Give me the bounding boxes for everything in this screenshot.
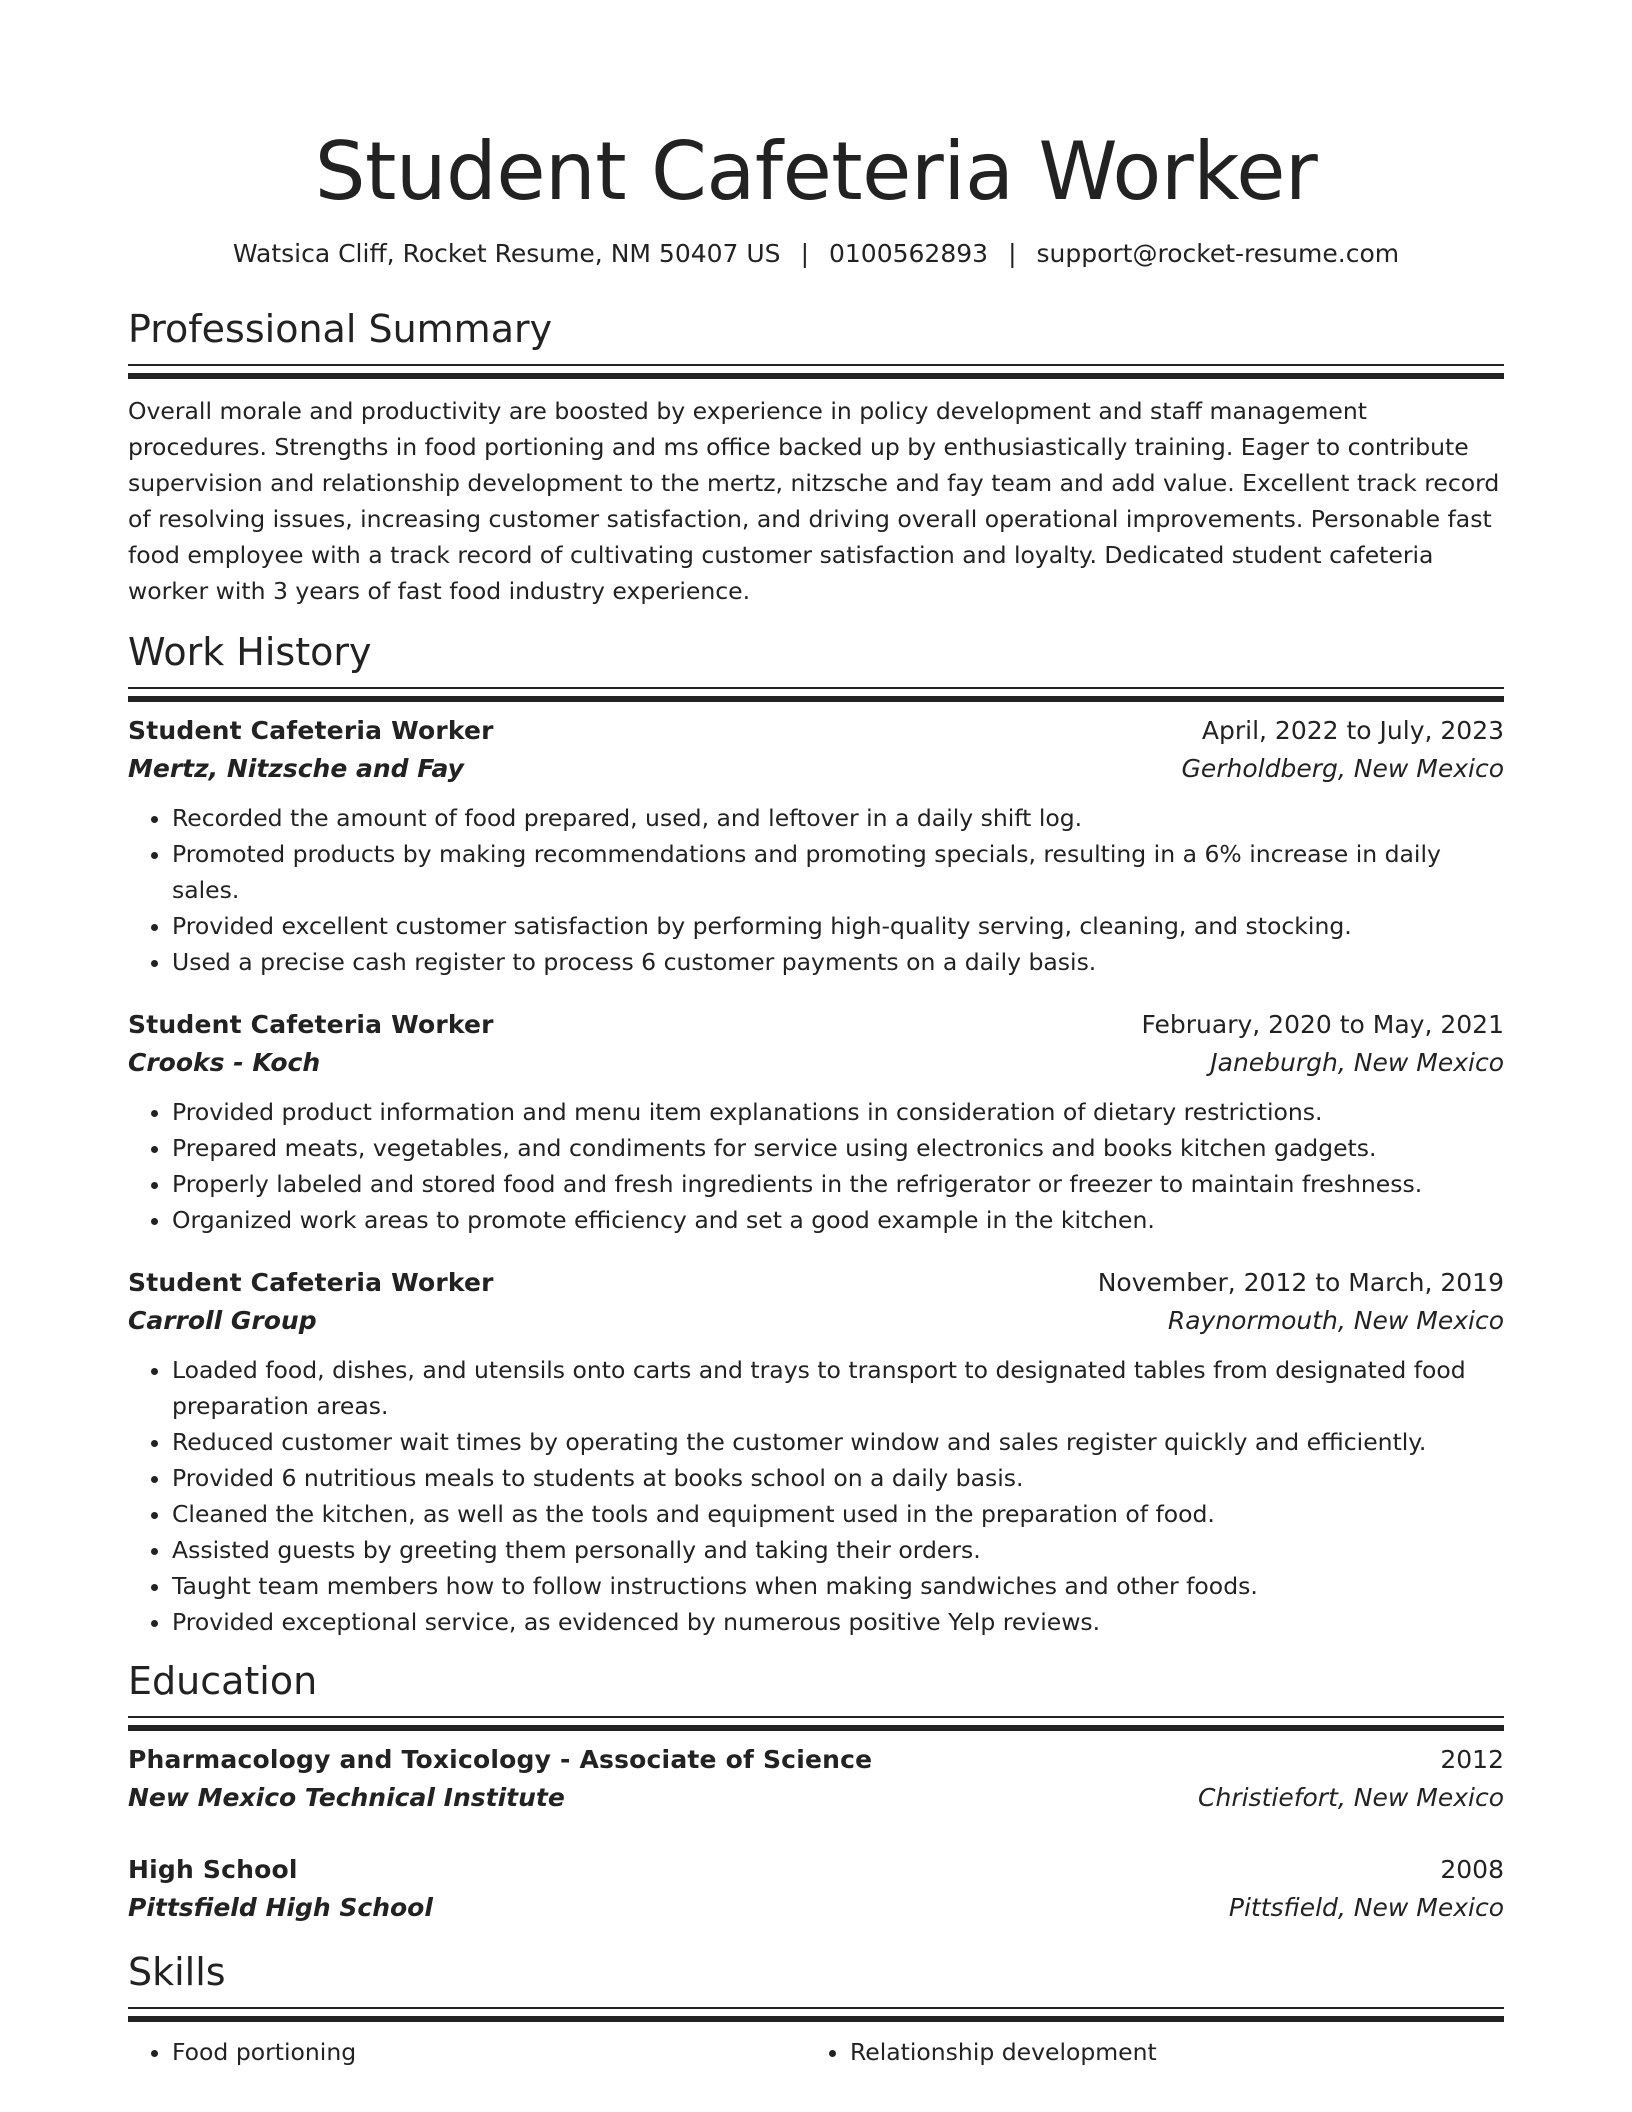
contact-email[interactable]: support@rocket-resume.com — [1036, 239, 1400, 268]
education-school-row — [128, 1779, 1504, 1817]
list-item: • Recorded the amount of food prepared, used, and leftover in a daily shift log. — [172, 800, 1504, 836]
list-item: • Reduced customer wait times by operating the customer window and sales register quickly and efficiently. — [172, 1424, 1504, 1460]
section-heading: Professional Summary — [128, 307, 553, 351]
section-heading: Education — [128, 1659, 318, 1703]
job-title: Student Cafeteria Worker — [128, 716, 494, 745]
job-company: Crooks - Koch — [128, 1048, 321, 1077]
skills-grid — [128, 2034, 1504, 2070]
job-dates: April, 2022 to July, 2023 — [1201, 716, 1504, 745]
section-divider — [128, 364, 1504, 366]
list-item: • Provided 6 nutritious meals to students at books school on a daily basis. — [172, 1460, 1504, 1496]
job-header-row — [128, 712, 1504, 750]
education-header-row — [128, 1851, 1504, 1889]
contact-address: Watsica Cliff, Rocket Resume, NM 50407 US — [232, 239, 781, 268]
section-divider — [128, 1716, 1504, 1718]
job-company-row — [128, 750, 1504, 788]
job-location: Raynormouth, New Mexico — [1167, 1306, 1504, 1335]
contact-line — [128, 238, 1504, 270]
candidate-name: Student Cafeteria Worker — [314, 125, 1318, 218]
job-company-row — [128, 1302, 1504, 1340]
list-item: • Assisted guests by greeting them personally and taking their orders. — [172, 1532, 1504, 1568]
job-entry — [128, 1006, 1504, 1238]
summary-section — [128, 306, 1504, 609]
education-entry — [128, 1741, 1504, 1817]
education-school: Pittsfield High School — [128, 1893, 433, 1922]
job-bullets — [128, 1094, 1504, 1238]
job-header-row — [128, 1264, 1504, 1302]
job-bullets — [128, 1352, 1504, 1640]
job-dates: February, 2020 to May, 2021 — [1141, 1010, 1504, 1039]
list-item: • Provided product information and menu item explanations in consideration of dietary restrictions. — [172, 1094, 1504, 1130]
list-item: • Organized work areas to promote efficiency and set a good example in the kitchen. — [172, 1202, 1504, 1238]
job-location: Janeburgh, New Mexico — [1210, 1048, 1504, 1077]
section-divider-thick — [128, 2016, 1504, 2022]
job-company-row — [128, 1044, 1504, 1082]
list-item: • Taught team members how to follow instructions when making sandwiches and other foods. — [172, 1568, 1504, 1604]
job-title: Student Cafeteria Worker — [128, 1268, 494, 1297]
education-location: Christiefort, New Mexico — [1198, 1783, 1504, 1812]
job-entry — [128, 712, 1504, 980]
list-item: • Cleaned the kitchen, as well as the tools and equipment used in the preparation of food. — [172, 1496, 1504, 1532]
education-location: Pittsfield, New Mexico — [1228, 1893, 1504, 1922]
section-heading: Work History — [128, 630, 372, 674]
education-entry — [128, 1851, 1504, 1927]
section-heading: Skills — [128, 1950, 226, 1994]
education-section — [128, 1658, 1504, 1927]
job-location: Gerholdberg, New Mexico — [1181, 754, 1504, 783]
skill-item: • Relationship development — [850, 2034, 1484, 2070]
list-item: • Provided exceptional service, as evidenced by numerous positive Yelp reviews. — [172, 1604, 1504, 1640]
education-degree: Pharmacology and Toxicology - Associate of Science — [128, 1745, 873, 1774]
list-item: • Properly labeled and stored food and fresh ingredients in the refrigerator or freezer to maintain freshness. — [172, 1166, 1504, 1202]
contact-separator: | — [800, 239, 809, 268]
skills-column-left — [128, 2034, 806, 2070]
section-divider-thick — [128, 696, 1504, 702]
job-bullets — [128, 800, 1504, 980]
job-entry — [128, 1264, 1504, 1640]
contact-separator: | — [1008, 239, 1017, 268]
list-item: • Used a precise cash register to process 6 customer payments on a daily basis. — [172, 944, 1504, 980]
education-header-row — [128, 1741, 1504, 1779]
list-item: • Prepared meats, vegetables, and condiments for service using electronics and books kitchen gadgets. — [172, 1130, 1504, 1166]
job-header-row — [128, 1006, 1504, 1044]
section-divider-thick — [128, 373, 1504, 379]
skills-section — [128, 1949, 1504, 2070]
skill-item: • Food portioning — [172, 2034, 806, 2070]
section-divider — [128, 687, 1504, 689]
job-company: Mertz, Nitzsche and Fay — [128, 754, 464, 783]
education-year: 2008 — [1440, 1855, 1504, 1884]
education-degree: High School — [128, 1855, 298, 1884]
list-item: • Promoted products by making recommendations and promoting specials, resulting in a 6% increase in daily sales. — [172, 836, 1504, 908]
list-item: • Loaded food, dishes, and utensils onto carts and trays to transport to designated tables from designated food preparation areas. — [172, 1352, 1504, 1424]
skills-column-right — [806, 2034, 1484, 2070]
job-company: Carroll Group — [128, 1306, 317, 1335]
resume-page — [128, 0, 1504, 2070]
contact-phone: 0100562893 — [829, 239, 989, 268]
job-dates: November, 2012 to March, 2019 — [1097, 1268, 1504, 1297]
summary-text: Overall morale and productivity are boosted by experience in policy development and staff management procedures. Strengths in food portioning and ms office backed up by enthusiastically training. Eager to contribute supervision and relationship development to the mertz, nitzsche and fay team and add value. Excellent track record of resolving issues, increasing customer satisfaction, and driving overall operational improvements. Personable fast food employee with a track record of cultivating customer satisfaction and loyalty. Dedicated student cafeteria worker with 3 years of fast food industry experience. — [128, 397, 1500, 605]
education-school-row — [128, 1889, 1504, 1927]
education-school: New Mexico Technical Institute — [128, 1783, 565, 1812]
section-divider — [128, 2007, 1504, 2009]
work-history-section — [128, 629, 1504, 1640]
education-year: 2012 — [1440, 1745, 1504, 1774]
section-divider-thick — [128, 1725, 1504, 1731]
job-title: Student Cafeteria Worker — [128, 1010, 494, 1039]
list-item: • Provided excellent customer satisfaction by performing high-quality serving, cleaning, and stocking. — [172, 908, 1504, 944]
